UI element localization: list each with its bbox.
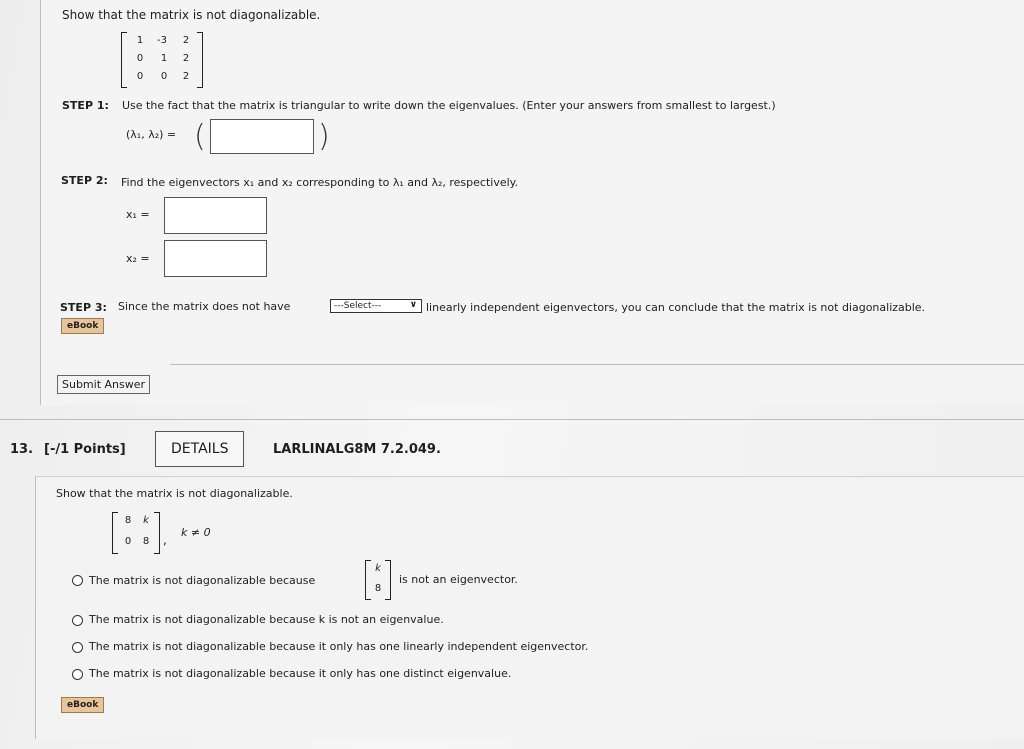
details-button[interactable]: DETAILS bbox=[155, 431, 244, 467]
q12-ebook-button[interactable]: eBook bbox=[61, 318, 104, 334]
q12-matrix-cell: 0 bbox=[136, 53, 144, 64]
option-4-text: The matrix is not diagonalizable because it only has one distinct eigenvalue. bbox=[89, 667, 512, 680]
q12-matrix-cell: 2 bbox=[182, 71, 190, 82]
step2-text: Find the eigenvectors x₁ and x₂ corresponding to λ₁ and λ₂, respectively. bbox=[121, 176, 519, 189]
q13-ebook-button[interactable]: eBook bbox=[61, 697, 104, 713]
divider bbox=[0, 419, 1024, 420]
option-3-text: The matrix is not diagonalizable because it only has one linearly independent eigenvector. bbox=[89, 640, 589, 653]
open-paren: ( bbox=[194, 119, 206, 154]
q12-matrix-cell: 1 bbox=[160, 53, 168, 64]
option-1-text-b: is not an eigenvector. bbox=[399, 573, 518, 586]
q12-prompt: Show that the matrix is not diagonalizable. bbox=[62, 8, 321, 22]
vector-cell: 8 bbox=[374, 583, 382, 594]
question-code: LARLINALG8M 7.2.049. bbox=[273, 442, 441, 457]
step2-label: STEP 2: bbox=[61, 174, 108, 187]
q13-matrix-cell: k bbox=[143, 515, 149, 526]
q12-matrix-cell: 0 bbox=[136, 71, 144, 82]
lambda-pair-label: (λ₁, λ₂) = bbox=[126, 128, 177, 141]
q13-matrix-cell: 8 bbox=[142, 536, 150, 547]
question-13-panel bbox=[35, 476, 1024, 739]
submit-answer-button[interactable]: Submit Answer bbox=[57, 375, 150, 394]
vector-cell: k bbox=[375, 563, 381, 574]
k-condition: k ≠ 0 bbox=[181, 526, 211, 539]
q12-matrix-cell: 1 bbox=[136, 35, 144, 46]
q12-matrix bbox=[121, 32, 203, 88]
select-value: ---Select--- bbox=[334, 301, 382, 311]
chevron-down-icon: ∨ bbox=[409, 300, 417, 310]
q13-prompt: Show that the matrix is not diagonalizable. bbox=[56, 487, 293, 500]
option-4-radio[interactable] bbox=[72, 669, 83, 680]
x2-label: x₂ = bbox=[126, 252, 150, 265]
q12-matrix-cell: 0 bbox=[160, 71, 168, 82]
step1-label: STEP 1: bbox=[62, 99, 109, 112]
q12-matrix-cell: 2 bbox=[182, 35, 190, 46]
step1-text: Use the fact that the matrix is triangular to write down the eigenvalues. (Enter your answers from smallest to largest.) bbox=[122, 99, 776, 112]
q12-matrix-cell: -3 bbox=[157, 35, 167, 46]
step3-text-b: linearly independent eigenvectors, you can conclude that the matrix is not diagonalizable. bbox=[426, 301, 926, 314]
close-paren: ) bbox=[318, 119, 330, 154]
option-2-text: The matrix is not diagonalizable because k is not an eigenvalue. bbox=[89, 613, 444, 626]
comma: , bbox=[163, 533, 167, 547]
q13-matrix bbox=[112, 512, 160, 554]
q13-matrix-cell: 8 bbox=[124, 515, 132, 526]
x2-input[interactable] bbox=[164, 240, 267, 277]
x1-input[interactable] bbox=[164, 197, 267, 234]
option-1-text-a: The matrix is not diagonalizable because bbox=[89, 574, 316, 587]
k8-vector bbox=[365, 560, 391, 600]
eigenvalues-input[interactable] bbox=[210, 119, 314, 154]
divider bbox=[170, 364, 1024, 365]
x1-label: x₁ = bbox=[126, 208, 150, 221]
q12-matrix-cell: 2 bbox=[182, 53, 190, 64]
option-2-radio[interactable] bbox=[72, 615, 83, 626]
option-1-radio[interactable] bbox=[72, 575, 83, 586]
q13-matrix-cell: 0 bbox=[124, 536, 132, 547]
question-number: 13. bbox=[10, 442, 34, 457]
step3-label: STEP 3: bbox=[60, 301, 107, 314]
step3-text-a: Since the matrix does not have bbox=[118, 300, 291, 313]
option-3-radio[interactable] bbox=[72, 642, 83, 653]
points-label: [-/1 Points] bbox=[44, 442, 126, 457]
independent-count-select[interactable] bbox=[330, 299, 422, 313]
